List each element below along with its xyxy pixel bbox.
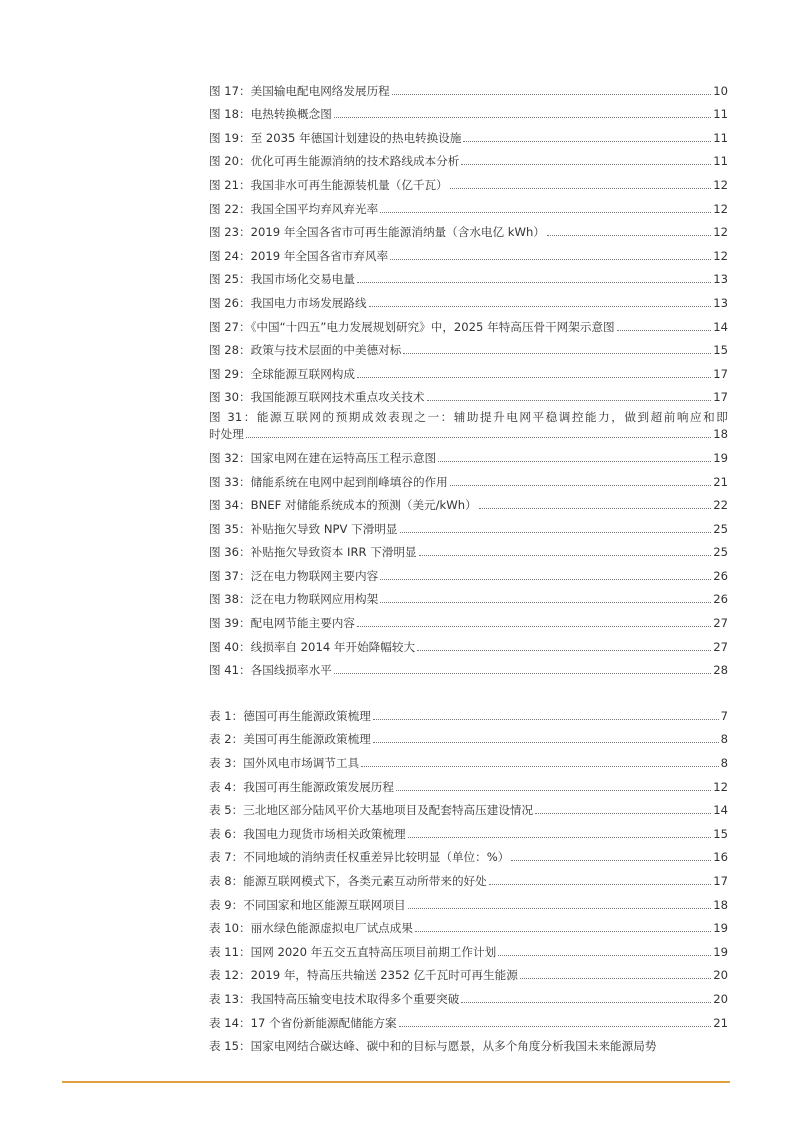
toc-entry-page: 27 [713,639,728,654]
toc-entry-page: 13 [713,272,728,287]
toc-entry-figure[interactable] [209,216,728,240]
leader-dots [369,306,712,307]
toc-entry-label: 图 22：我国全国平均弃风弃光率 [209,201,379,216]
toc-entry-table[interactable] [209,770,728,794]
toc-entry-figure[interactable] [209,74,728,98]
toc-entry-page: 16 [713,850,728,865]
toc-entry-page: 21 [713,1015,728,1030]
section-gap [209,677,728,699]
toc-entry-page: 7 [720,708,728,723]
toc-entry-figure[interactable] [209,606,728,630]
toc-entry-label: 图 21：我国非水可再生能源装机量（亿千瓦） [209,177,448,192]
toc-entry-label: 表 6：我国电力现货市场相关政策梳理 [209,826,406,841]
leader-dots [479,508,712,509]
toc-entry-label: 表 15：国家电网结合碳达峰、碳中和的目标与愿景，从多个角度分析我国未来能源局势 [209,1039,657,1054]
toc-entry-label: 图 17：美国输电配电网络发展历程 [209,83,390,98]
toc-entry-table[interactable] [209,912,728,936]
toc-entry-label: 表 12：2019 年，特高压共输送 2352 亿千瓦时可再生能源 [209,968,518,983]
toc-entry-label: 图 33：储能系统在电网中起到削峰填谷的作用 [209,474,448,489]
toc-entry-label: 图 29：全球能源互联网构成 [209,366,355,381]
leader-dots [357,377,711,378]
toc-entry-page: 12 [713,248,728,263]
toc-entry-table[interactable] [209,746,728,770]
toc-entry-figure[interactable] [209,145,728,169]
toc-entry-page: 15 [713,826,728,841]
toc-entry-page: 11 [713,154,728,169]
leader-dots [400,532,712,533]
toc-entry-label: 图 41：各国线损率水平 [209,663,332,678]
toc-entry-label: 图 18：电热转换概念图 [209,107,332,122]
toc-entry-table[interactable] [209,935,728,959]
toc-entry-label: 表 2：美国可再生能源政策梳理 [209,732,371,747]
toc-entry-page: 18 [713,897,728,912]
toc-entry-page: 13 [713,295,728,310]
toc-entry-page: 28 [713,663,728,678]
toc-entry-label: 图 34：BNEF 对储能系统成本的预测（美元/kWh） [209,498,477,513]
toc-entry-figure-31[interactable] [209,410,728,441]
toc-entry-table[interactable] [209,723,728,747]
figure-list [209,74,728,404]
leader-dots [489,884,712,885]
toc-entry-table[interactable] [209,794,728,818]
leader-dots [380,602,711,603]
leader-dots [417,650,711,651]
toc-entry-label: 图 38：泛在电力物联网应用构架 [209,592,379,607]
leader-dots [373,742,719,743]
toc-entry-label: 图 27：《中国“十四五”电力发展规划研究》中，2025 年特高压骨干网架示意图 [209,319,615,334]
toc-entry-page: 22 [713,498,728,513]
toc-entry-table[interactable] [209,959,728,983]
toc-entry-figure[interactable] [209,654,728,678]
leader-dots [403,353,711,354]
toc-entry-label: 图 28：政策与技术层面的中美德对标 [209,343,402,358]
toc-entry-page: 25 [713,521,728,536]
leader-dots [415,931,711,932]
toc-entry-label: 图 24：2019 年全国各省市弃风率 [209,248,389,263]
toc-entry-figure[interactable] [209,441,728,465]
toc-entry-figure[interactable] [209,263,728,287]
leader-dots [450,485,712,486]
toc-entry-figure[interactable] [209,381,728,405]
table-of-contents [209,74,728,1053]
toc-entry-table[interactable] [209,817,728,841]
toc-entry-page: 8 [720,756,728,771]
leader-dots [427,400,712,401]
toc-entry-label: 表 10：丽水绿色能源虚拟电厂试点成果 [209,921,413,936]
toc-entry-label: 图 39：配电网节能主要内容 [209,616,355,631]
leader-dots [408,908,712,909]
toc-entry-label: 图 26：我国电力市场发展路线 [209,295,367,310]
leader-dots [380,579,711,580]
toc-entry-label: 图 36：补贴拖欠导致资本 IRR 下滑明显 [209,545,417,560]
toc-entry-page: 15 [713,343,728,358]
leader-dots [511,860,711,861]
toc-entry-page: 18 [713,427,728,442]
toc-entry-label: 表 4：我国可再生能源政策发展历程 [209,779,394,794]
toc-entry-page: 12 [713,201,728,216]
toc-entry-label: 表 14：17 个省份新能源配储能方案 [209,1015,397,1030]
toc-entry-label: 图 32：国家电网在建在运特高压工程示意图 [209,450,437,465]
toc-entry-table[interactable] [209,982,728,1006]
toc-entry-figure[interactable] [209,168,728,192]
toc-entry-page: 11 [713,130,728,145]
toc-entry-page: 17 [713,390,728,405]
toc-entry-table[interactable] [209,699,728,723]
toc-entry-label: 表 11：国网 2020 年五交五直特高压项目前期工作计划 [209,944,497,959]
toc-entry-page: 12 [713,177,728,192]
toc-entry-figure[interactable] [209,630,728,654]
toc-entry-page: 17 [713,874,728,888]
toc-entry-label: 表 3：国外风电市场调节工具 [209,756,360,771]
toc-entry-page: 14 [713,319,728,334]
toc-entry-page: 25 [713,545,728,560]
toc-entry-figure[interactable] [209,310,728,334]
toc-entry-label-cont: 时处理 [209,427,244,442]
toc-entry-label: 图 19：至 2035 年德国计划建设的热电转换设施 [209,130,462,145]
toc-entry-page: 26 [713,592,728,607]
toc-entry-figure[interactable] [209,489,728,513]
toc-entry-table[interactable] [209,1006,728,1030]
leader-dots [520,978,711,979]
toc-entry-label: 表 13：我国特高压输变电技术取得多个重要突破 [209,991,460,1006]
toc-entry-label: 图 25：我国市场化交易电量 [209,272,355,287]
toc-entry-table-15[interactable] [209,1030,728,1054]
toc-entry-figure[interactable] [209,121,728,145]
toc-entry-figure[interactable] [209,239,728,263]
leader-dots [361,766,718,767]
toc-entry-page: 20 [713,991,728,1006]
leader-dots [357,626,711,627]
toc-entry-figure[interactable] [209,512,728,536]
toc-entry-label: 表 9：不同国家和地区能源互联网项目 [209,897,406,912]
leader-dots [547,235,711,236]
leader-dots [380,212,711,213]
toc-entry-page: 19 [713,944,728,959]
leader-dots [498,955,711,956]
toc-entry-page: 12 [713,225,728,240]
leader-dots [408,837,712,838]
toc-entry-label: 表 1：德国可再生能源政策梳理 [209,708,371,723]
footer-rule [62,1081,730,1083]
toc-entry-label: 表 5：三北地区部分陆风平价大基地项目及配套特高压建设情况 [209,803,534,818]
toc-entry-figure[interactable] [209,192,728,216]
leader-dots [463,141,711,142]
leader-dots [334,673,711,674]
leader-dots [438,461,711,462]
toc-entry-page: 21 [713,474,728,489]
leader-dots [357,282,711,283]
toc-entry-figure[interactable] [209,334,728,358]
toc-entry-label: 图 35：补贴拖欠导致 NPV 下滑明显 [209,521,398,536]
toc-entry-label: 图 31：能源互联网的预期成效表现之一：辅助提升电网平稳调控能力，做到超前响应和即 [209,410,728,425]
leader-dots [373,719,719,720]
toc-entry-page: 10 [713,83,728,98]
table-list [209,699,728,1029]
toc-entry-figure[interactable] [209,559,728,583]
leader-dots [390,259,711,260]
toc-entry-figure[interactable] [209,465,728,489]
leader-dots [461,164,711,165]
leader-dots [392,94,711,95]
toc-entry-figure[interactable] [209,98,728,122]
toc-entry-page: 20 [713,968,728,983]
leader-dots [399,1026,712,1027]
toc-entry-label: 表 8：能源互联网模式下，各类元素互动所带来的好处 [209,874,487,888]
toc-entry-page: 11 [713,107,728,122]
toc-entry-label: 图 40：线损率自 2014 年开始降幅较大 [209,639,416,654]
toc-entry-figure[interactable] [209,286,728,310]
toc-entry-page: 26 [713,568,728,583]
toc-entry-label: 图 23：2019 年全国各省市可再生能源消纳量（含水电亿 kWh） [209,225,545,240]
leader-dots [617,330,712,331]
leader-dots [535,813,711,814]
toc-entry-page: 27 [713,616,728,631]
leader-dots [450,188,712,189]
leader-dots [396,790,711,791]
leader-dots [461,1002,711,1003]
toc-entry-page: 14 [713,803,728,818]
toc-entry-figure[interactable] [209,536,728,560]
leader-dots [334,117,711,118]
toc-entry-figure[interactable] [209,583,728,607]
toc-entry-label: 图 30：我国能源互联网技术重点攻关技术 [209,390,425,405]
leader-dots [246,437,711,438]
toc-entry-page: 17 [713,366,728,381]
toc-entry-page: 19 [713,450,728,465]
toc-entry-page: 19 [713,921,728,936]
toc-entry-table[interactable] [209,888,728,912]
toc-entry-label: 图 37：泛在电力物联网主要内容 [209,568,379,583]
toc-entry-label: 图 20：优化可再生能源消纳的技术路线成本分析 [209,154,460,169]
toc-entry-page: 12 [713,779,728,794]
toc-entry-label: 表 7：不同地域的消纳责任权重差异比较明显（单位：%） [209,850,510,865]
figure-list-continued [209,441,728,677]
leader-dots [419,555,712,556]
toc-entry-figure[interactable] [209,357,728,381]
toc-entry-table[interactable] [209,864,728,888]
toc-entry-page: 8 [720,732,728,747]
toc-entry-table[interactable] [209,841,728,865]
